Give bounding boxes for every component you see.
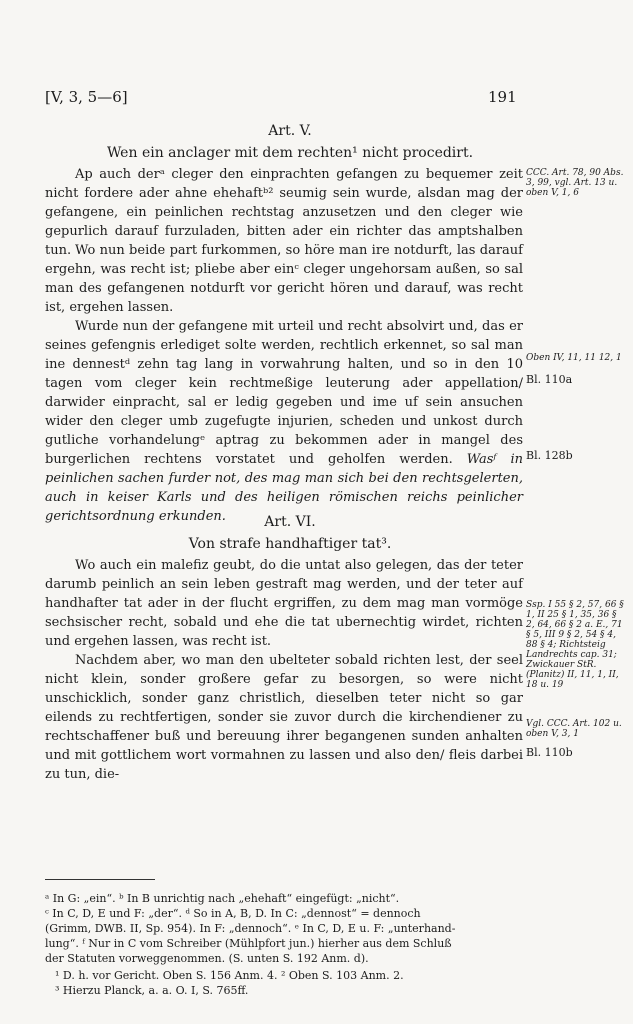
footnote-line: ᶜ In C, D, E und F: „der“. ᵈ So in A, B, D. In C: „dennost“ = dennoch [45,907,421,920]
article-6-title: Art. VI. [264,514,316,530]
margin-note-ccc-78: CCC. Art. 78, 90 Abs. 3, 99, vgl. Art. 13 u. oben V, 1, 6 [526,168,624,198]
margin-note-ccc-102: Vgl. CCC. Art. 102 u. oben V, 3, 1 [526,719,622,739]
footnote-line: (Grimm, DWB. II, Sp. 954). In F: „dennoch“. ᵉ In C, D, E u. F: „unterhand- [45,922,456,935]
reference-footnotes [45,968,533,998]
page-number: 191 [488,88,517,106]
footnote-line: ³ Hierzu Planck, a. a. O. I, S. 765ff. [55,984,249,997]
paragraph-text: Ap auch derᵃ cleger den einprachten gefangen zu bequemer zeit nicht fordere ader ahne ehehaftᵇ² seumig sein wurde, alsdan mag der gefangene, ein peinlichen rechtstag anzusetzen und den cleger wie gepurlich darauf furzuladen, bitten ader ein richter das amptshalben tun. [45,167,523,258]
paragraph-text: Nachdem aber, wo man den ubelteter sobald richten lest, der seel nicht klein, sonder großere gefar zu besorgen, so were nicht unschicklich, sonder ganz christlich, dieselben teter nicht so gar eilends zu rechtfertigen, sonder sie zuvor durch die kirchendiener zu rechtschaffener buß und bereuung ihrer begangenen sunden anhalten und mit gottlichem wort vormahnen zu lassen und also den/ fleis darbei zu tun, die- [45,653,523,782]
article-6-subtitle: Von strafe handhaftiger tat³. [188,536,392,552]
footnote-rule [45,879,155,880]
margin-note-oben-iv: Oben IV, 11, 11 12, 1 [526,353,622,363]
footnote-line: ¹ D. h. vor Gericht. Oben S. 156 Anm. 4. ² Oben S. 103 Anm. 2. [55,969,404,982]
folio-marker: Bl. 110a [526,373,573,386]
article-5-paragraph-2 [45,241,523,317]
margin-note-ssp: Ssp. I 55 § 2, 57, 66 § 1, II 25 § 1, 35, 36 § 2, 64, 66 § 2 a. E., 71 § 5, III 9 § 2, 54 § 4, 88 § 4; Richtsteig Landrechts cap. 31; Zwickauer StR. (Planitz) II, 11, 1, II, 18 u. 19 [526,600,624,690]
article-6-paragraph-2 [45,651,523,784]
article-5-paragraph-3 [45,317,523,526]
folio-marker: Bl. 110b [526,746,573,759]
article-6-paragraph-1 [45,556,523,651]
paragraph-text: Wo auch ein malefiz geubt, do die untat also gelegen, das der teter darumb peinlich an sein leben gestraft mag werden, und der teter auf handhafter tat ader in der flucht ergriffen, zu dem mag man vormöge sechsischer recht, sobald und ehe die tat ubernechtig wirdet, richten und ergehen lassen, was recht ist. [45,558,523,649]
running-header: [V, 3, 5—6] [45,88,128,106]
article-5-title: Art. V. [268,123,312,139]
textual-footnotes [45,891,523,966]
paragraph-text: Wurde nun der gefangene mit urteil und recht absolvirt und, das er seines gefengnis erlediget solte werden, rechtlich erkennet, so sal man ine dennestᵈ zehn tag lang in vorwahrung halten, und so in den 10 tagen vom cleger kein rechtmeßige leuterung ader appellation/ darwider einpracht, sal er ledig gegeben und ime uf sein ansuchen wider den cleger umb zugefugte injurien, scheden und unkost durch gutliche vorhandelungᵉ aptrag zu bekommen ader in mangel des burgerlichen rechtens vorstatet und geholfen werden. [45,319,523,467]
paragraph-text: Wo nun beide part furkommen, so höre man ire notdurft, las darauf ergehn, was recht ist; pliebe aber einᶜ cleger ungehorsam außen, so sal man des gefangenen notdurft vor gericht hören und darauf, was recht ist, ergehen lassen. [45,243,523,315]
footnote-line: der Statuten vorweggenommen. (S. unten S. 192 Anm. d). [45,952,369,965]
footnote-line: lung“. ᶠ Nur in C vom Schreiber (Mühlpfort jun.) hierher aus dem Schluß [45,937,452,950]
paragraph-italic-text: Wasᶠ in peinlichen sachen furder not, des mag man sich bei den rechtsgelerten, auch in keiser Karls und des heiligen römischen reichs peinlicher gerichtsordnung erkunden. [45,452,523,524]
footnote-line: ᵃ In G: „ein“. ᵇ In B unrichtig nach „ehehaft“ eingefügt: „nicht“. [45,892,400,905]
article-5-subtitle: Wen ein anclager mit dem rechten¹ nicht procedirt. [106,145,474,161]
folio-marker: Bl. 128b [526,449,573,462]
